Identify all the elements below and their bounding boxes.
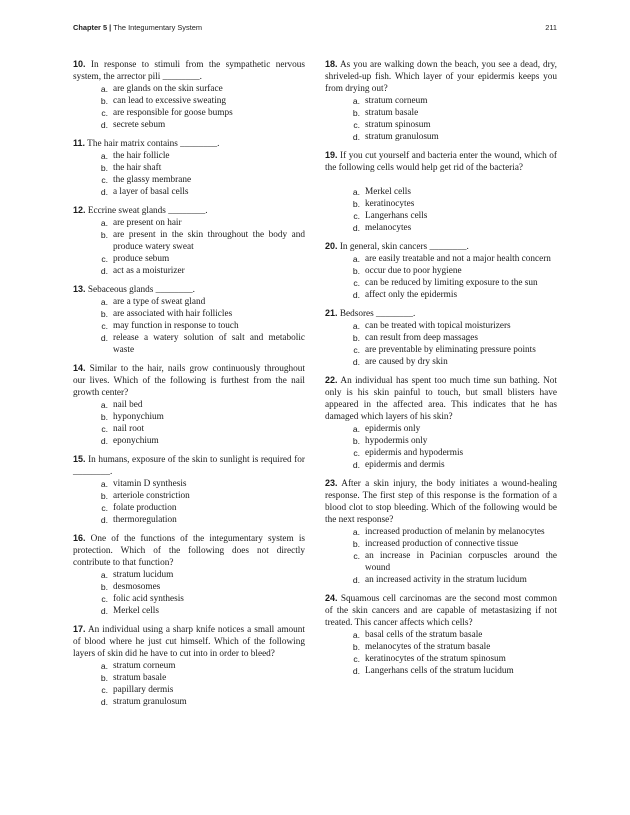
option-text: stratum corneum xyxy=(113,661,176,671)
answer-option xyxy=(73,150,305,162)
answer-option xyxy=(325,526,557,538)
option-text: affect only the epidermis xyxy=(365,290,458,300)
chapter-title: The Integumentary System xyxy=(113,23,203,32)
question-text: In general, skin cancers ________. xyxy=(339,242,469,252)
option-letter: b. xyxy=(100,96,108,106)
option-letter: a. xyxy=(352,187,360,197)
option-letter: b. xyxy=(352,642,360,652)
option-letter: a. xyxy=(100,661,108,671)
option-text: may function in response to touch xyxy=(113,321,239,331)
question-stem xyxy=(325,58,557,95)
option-letter: d. xyxy=(100,333,108,343)
answer-option xyxy=(73,514,305,526)
answer-option xyxy=(325,198,557,210)
option-text: eponychium xyxy=(113,436,159,446)
question-text: In humans, exposure of the skin to sunlight is required for ________. xyxy=(73,455,306,477)
option-letter: c. xyxy=(101,685,108,695)
option-letter: b. xyxy=(352,199,360,209)
answer-option xyxy=(325,641,557,653)
option-letter: a. xyxy=(100,400,108,410)
option-letter: c. xyxy=(101,254,108,264)
question-text: The hair matrix contains ________. xyxy=(87,139,220,149)
option-letter: d. xyxy=(100,436,108,446)
answer-option xyxy=(325,550,557,574)
option-text: folic acid synthesis xyxy=(113,594,184,604)
answer-options xyxy=(325,423,557,471)
option-text: nail bed xyxy=(113,400,143,410)
option-text: can lead to excessive sweating xyxy=(113,96,227,106)
option-text: papillary dermis xyxy=(113,685,174,695)
option-letter: c. xyxy=(101,424,108,434)
option-letter: b. xyxy=(352,108,360,118)
answer-option xyxy=(73,672,305,684)
chapter-heading xyxy=(73,23,202,32)
answer-options xyxy=(325,253,557,301)
option-text: folate production xyxy=(113,503,177,513)
option-letter: a. xyxy=(100,570,108,580)
question-number: 11. xyxy=(73,138,86,148)
question-text: An individual using a sharp knife notices a small amount of blood where he just cut himself. Which of the following layers of skin did he have to cut into in order to bleed? xyxy=(73,625,305,659)
option-text: Merkel cells xyxy=(113,606,159,616)
question-stem xyxy=(73,283,305,296)
answer-option xyxy=(325,435,557,447)
option-text: are easily treatable and not a major health concern xyxy=(365,254,551,264)
question-stem xyxy=(73,204,305,217)
answer-option xyxy=(73,411,305,423)
question-stem xyxy=(325,307,557,320)
answer-option xyxy=(325,356,557,368)
option-letter: b. xyxy=(352,333,360,343)
answer-option xyxy=(325,107,557,119)
option-letter: d. xyxy=(100,120,108,130)
option-letter: d. xyxy=(352,357,360,367)
option-text: stratum basale xyxy=(365,108,419,118)
option-text: stratum corneum xyxy=(365,96,428,106)
question-text: After a skin injury, the body initiates a wound-healing response. The first step of this response is the formation of a blood clot to stop bleeding. Which of the following would be the next response? xyxy=(325,479,557,525)
answer-option xyxy=(73,435,305,447)
option-letter: a. xyxy=(100,84,108,94)
option-letter: c. xyxy=(101,594,108,604)
option-letter: a. xyxy=(352,96,360,106)
question-text: If you cut yourself and bacteria enter the wound, which of the following cells would help get rid of the bacteria? xyxy=(325,151,557,173)
option-text: thermoregulation xyxy=(113,515,177,525)
option-text: can result from deep massages xyxy=(365,333,479,343)
question-block xyxy=(73,58,305,131)
answer-options xyxy=(73,150,305,198)
option-letter: a. xyxy=(352,527,360,537)
option-letter: d. xyxy=(100,697,108,707)
option-text: hyponychium xyxy=(113,412,164,422)
option-text: are a type of sweat gland xyxy=(113,297,206,307)
option-letter: d. xyxy=(100,187,108,197)
question-number: 17. xyxy=(73,624,86,634)
answer-options xyxy=(73,569,305,617)
option-letter: a. xyxy=(100,218,108,228)
option-text: epidermis only xyxy=(365,424,421,434)
option-text: keratinocytes xyxy=(365,199,415,209)
answer-option xyxy=(325,423,557,435)
option-letter: d. xyxy=(352,460,360,470)
option-letter: c. xyxy=(101,175,108,185)
option-letter: b. xyxy=(352,539,360,549)
answer-option xyxy=(325,459,557,471)
option-letter: c. xyxy=(353,654,360,664)
question-text: Similar to the hair, nails grow continuously throughout our lives. Which of the following is furthest from the nail growth center? xyxy=(73,364,306,398)
answer-options xyxy=(73,296,305,356)
option-text: act as a moisturizer xyxy=(113,266,185,276)
option-text: the glassy membrane xyxy=(113,175,192,185)
option-letter: c. xyxy=(353,278,360,288)
question-stem xyxy=(325,240,557,253)
option-letter: c. xyxy=(101,503,108,513)
question-stem xyxy=(325,374,557,423)
question-number: 20. xyxy=(325,241,338,251)
option-letter: d. xyxy=(352,132,360,142)
question-text: Eccrine sweat glands ________. xyxy=(87,206,208,216)
answer-option xyxy=(73,308,305,320)
option-text: are present in the skin throughout the body and produce watery sweat xyxy=(113,230,305,252)
question-text: As you are walking down the beach, you see a dead, dry, shriveled-up fish. Which layer of your epidermis keeps you from drying out? xyxy=(325,60,557,94)
question-number: 19. xyxy=(325,150,338,160)
option-text: are preventable by eliminating pressure points xyxy=(365,345,536,355)
chapter-label: Chapter 5 xyxy=(73,23,108,32)
option-letter: b. xyxy=(100,163,108,173)
answer-option xyxy=(73,478,305,490)
question-block xyxy=(73,453,305,526)
running-header xyxy=(73,23,557,35)
question-number: 24. xyxy=(325,593,338,603)
question-text: In response to stimuli from the sympathetic nervous system, the arrector pili ________. xyxy=(73,60,305,82)
answer-option xyxy=(73,502,305,514)
option-letter: b. xyxy=(352,436,360,446)
question-block xyxy=(325,307,557,368)
option-letter: c. xyxy=(101,321,108,331)
answer-option xyxy=(73,107,305,119)
option-letter: c. xyxy=(353,120,360,130)
option-letter: a. xyxy=(352,254,360,264)
question-block xyxy=(73,623,305,708)
option-text: stratum basale xyxy=(113,673,167,683)
question-number: 18. xyxy=(325,59,338,69)
answer-option xyxy=(73,162,305,174)
answer-options xyxy=(325,186,557,234)
question-block xyxy=(73,137,305,198)
question-block xyxy=(325,149,557,234)
option-text: are caused by dry skin xyxy=(365,357,448,367)
answer-options xyxy=(73,478,305,526)
option-letter: b. xyxy=(100,230,108,240)
answer-option xyxy=(73,95,305,107)
question-stem xyxy=(73,362,305,399)
answer-option xyxy=(73,174,305,186)
answer-option xyxy=(325,131,557,143)
option-letter: a. xyxy=(352,424,360,434)
question-block xyxy=(73,204,305,277)
option-letter: c. xyxy=(353,345,360,355)
option-letter: d. xyxy=(352,666,360,676)
option-text: vitamin D synthesis xyxy=(113,479,187,489)
option-text: epidermis and dermis xyxy=(365,460,445,470)
answer-option xyxy=(325,665,557,677)
question-block xyxy=(325,592,557,677)
answer-option xyxy=(325,447,557,459)
option-text: increased production of melanin by melanocytes xyxy=(365,527,545,537)
option-letter: b. xyxy=(100,491,108,501)
option-letter: a. xyxy=(100,151,108,161)
option-letter: c. xyxy=(353,551,360,561)
answer-option xyxy=(325,320,557,332)
option-text: produce sebum xyxy=(113,254,170,264)
header-separator: | xyxy=(107,23,114,32)
answer-option xyxy=(73,332,305,356)
answer-option xyxy=(73,253,305,265)
option-letter: d. xyxy=(352,575,360,585)
option-letter: d. xyxy=(100,266,108,276)
option-text: melanocytes of the stratum basale xyxy=(365,642,491,652)
option-text: occur due to poor hygiene xyxy=(365,266,462,276)
option-letter: d. xyxy=(352,223,360,233)
option-letter: b. xyxy=(100,412,108,422)
option-text: secrete sebum xyxy=(113,120,166,130)
answer-option xyxy=(325,289,557,301)
left-column xyxy=(73,58,305,714)
answer-option xyxy=(325,222,557,234)
question-number: 14. xyxy=(73,363,86,373)
option-text: nail root xyxy=(113,424,145,434)
question-stem xyxy=(325,477,557,526)
question-block xyxy=(73,532,305,617)
answer-option xyxy=(73,186,305,198)
question-spacer xyxy=(325,174,557,186)
option-text: stratum granulosum xyxy=(365,132,439,142)
option-text: can be reduced by limiting exposure to the sun xyxy=(365,278,538,288)
question-stem xyxy=(73,623,305,660)
answer-options xyxy=(73,399,305,447)
option-letter: b. xyxy=(100,673,108,683)
answer-options xyxy=(325,526,557,586)
page-number: 211 xyxy=(545,23,557,32)
question-text: Sebaceous glands ________. xyxy=(87,285,195,295)
answer-option xyxy=(73,684,305,696)
option-letter: b. xyxy=(100,309,108,319)
question-stem xyxy=(73,58,305,83)
answer-option xyxy=(73,581,305,593)
question-number: 23. xyxy=(325,478,338,488)
option-text: are present on hair xyxy=(113,218,182,228)
option-text: can be treated with topical moisturizers xyxy=(365,321,511,331)
answer-option xyxy=(73,83,305,95)
option-text: are associated with hair follicles xyxy=(113,309,233,319)
option-letter: d. xyxy=(100,606,108,616)
option-text: a layer of basal cells xyxy=(113,187,189,197)
answer-option xyxy=(325,277,557,289)
option-text: an increased activity in the stratum lucidum xyxy=(365,575,527,585)
answer-options xyxy=(73,660,305,708)
option-text: stratum granulosum xyxy=(113,697,187,707)
question-block xyxy=(325,240,557,301)
answer-option xyxy=(325,653,557,665)
question-number: 16. xyxy=(73,533,86,543)
option-text: desmosomes xyxy=(113,582,161,592)
question-number: 10. xyxy=(73,59,86,69)
answer-option xyxy=(73,229,305,253)
option-letter: a. xyxy=(100,297,108,307)
option-letter: c. xyxy=(353,448,360,458)
option-text: Langerhans cells xyxy=(365,211,428,221)
answer-option xyxy=(325,629,557,641)
question-text: An individual has spent too much time sun bathing. Not only is his skin painful to touch, but small blisters have appeared in the affected area. This indicates that he has damaged which layers of his skin? xyxy=(325,376,558,422)
answer-option xyxy=(73,119,305,131)
option-text: are glands on the skin surface xyxy=(113,84,223,94)
option-text: the hair shaft xyxy=(113,163,162,173)
question-block xyxy=(325,58,557,143)
answer-options xyxy=(325,320,557,368)
question-stem xyxy=(325,592,557,629)
question-number: 13. xyxy=(73,284,86,294)
question-stem xyxy=(325,149,557,174)
answer-option xyxy=(325,253,557,265)
option-text: Langerhans cells of the stratum lucidum xyxy=(365,666,514,676)
answer-option xyxy=(73,399,305,411)
question-text: One of the functions of the integumentary system is protection. Which of the following does not directly contribute to that function? xyxy=(73,534,306,568)
answer-option xyxy=(73,217,305,229)
answer-option xyxy=(325,265,557,277)
option-text: keratinocytes of the stratum spinosum xyxy=(365,654,506,664)
question-number: 22. xyxy=(325,375,338,385)
option-letter: a. xyxy=(352,321,360,331)
question-block xyxy=(325,374,557,471)
answer-option xyxy=(73,423,305,435)
option-text: epidermis and hypodermis xyxy=(365,448,464,458)
option-text: basal cells of the stratum basale xyxy=(365,630,483,640)
right-column xyxy=(325,58,557,683)
option-text: increased production of connective tissue xyxy=(365,539,519,549)
answer-option xyxy=(325,332,557,344)
question-block xyxy=(325,477,557,586)
answer-option xyxy=(325,344,557,356)
option-text: the hair follicle xyxy=(113,151,170,161)
option-letter: d. xyxy=(352,290,360,300)
question-stem xyxy=(73,453,305,478)
option-text: hypodermis only xyxy=(365,436,428,446)
option-letter: b. xyxy=(100,582,108,592)
answer-option xyxy=(73,265,305,277)
question-stem xyxy=(73,137,305,150)
answer-option xyxy=(325,210,557,222)
question-block xyxy=(73,283,305,356)
answer-option xyxy=(73,569,305,581)
answer-option xyxy=(73,490,305,502)
answer-option xyxy=(73,296,305,308)
question-number: 15. xyxy=(73,454,86,464)
option-letter: d. xyxy=(100,515,108,525)
answer-option xyxy=(325,95,557,107)
answer-option xyxy=(73,593,305,605)
answer-option xyxy=(325,574,557,586)
option-text: are responsible for goose bumps xyxy=(113,108,233,118)
option-text: melanocytes xyxy=(365,223,412,233)
answer-option xyxy=(325,119,557,131)
question-text: Squamous cell carcinomas are the second most common of the skin cancers and are capable of metastasizing if not treated. This cancer affects which cells? xyxy=(325,594,558,628)
option-text: stratum lucidum xyxy=(113,570,174,580)
option-letter: a. xyxy=(100,479,108,489)
answer-option xyxy=(73,320,305,332)
question-stem xyxy=(73,532,305,569)
answer-options xyxy=(325,629,557,677)
option-text: stratum spinosum xyxy=(365,120,431,130)
answer-option xyxy=(325,186,557,198)
question-number: 21. xyxy=(325,308,338,318)
answer-options xyxy=(73,83,305,131)
answer-options xyxy=(325,95,557,143)
option-letter: a. xyxy=(352,630,360,640)
option-text: Merkel cells xyxy=(365,187,411,197)
answer-option xyxy=(73,660,305,672)
answer-options xyxy=(73,217,305,277)
question-number: 12. xyxy=(73,205,86,215)
option-text: release a watery solution of salt and metabolic waste xyxy=(113,333,305,355)
option-letter: b. xyxy=(352,266,360,276)
answer-option xyxy=(325,538,557,550)
answer-option xyxy=(73,696,305,708)
option-text: arteriole constriction xyxy=(113,491,190,501)
option-letter: c. xyxy=(101,108,108,118)
question-block xyxy=(73,362,305,447)
question-text: Bedsores ________. xyxy=(339,309,416,319)
answer-option xyxy=(73,605,305,617)
option-text: an increase in Pacinian corpuscles around the wound xyxy=(365,551,557,573)
option-letter: c. xyxy=(353,211,360,221)
